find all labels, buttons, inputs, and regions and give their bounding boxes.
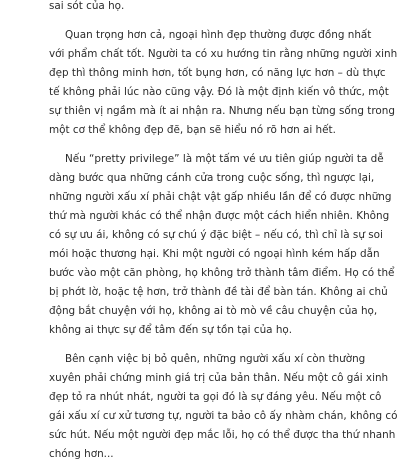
paragraph [49, 350, 398, 464]
text-line: Bên cạnh việc bị bỏ quên, những người xấu xí còn thường [65, 353, 366, 365]
paragraph-continuation [49, 0, 347, 16]
paragraph-gap [49, 340, 347, 350]
text-line: có sự ưu ái, không có sự chú ý đặc biệt – nếu có, thì chỉ là sự soi [49, 229, 383, 241]
text-line: tế không phải lúc nào cũng vậy. Đó là một định kiến vô thức, một [49, 86, 389, 98]
paragraph [49, 26, 398, 140]
text-line: Nếu “pretty privilege” là một tấm vé ưu tiên giúp người ta dễ [65, 153, 384, 165]
text-line: dàng bước qua những cánh cửa trong cuộc sống, thì ngược lại, [49, 172, 375, 184]
paragraph-gap [49, 140, 347, 150]
text-line: mói hoặc thương hại. Khi một người có ngoại hình kém hấp dẫn [49, 248, 380, 260]
text-line: đẹp tỏ ra nhút nhát, người ta gọi đó là sự đáng yêu. Nếu một cô [49, 391, 382, 403]
text-line: thứ mà người khác có thể nhận được một cách hiển nhiên. Không [49, 210, 390, 222]
text-line: sai sót của họ. [49, 0, 125, 12]
text-line: chóng hơn... [49, 448, 114, 460]
text-line: gái xấu xí cư xử tương tự, người ta bảo cô ấy nhàm chán, không có [49, 410, 398, 422]
text-line: sức hút. Nếu một người đẹp mắc lỗi, họ có thể được tha thứ nhanh [49, 429, 396, 441]
text-column [49, 0, 398, 464]
paragraph-gap [49, 16, 347, 26]
text-line: sự thiên vị ngầm mà ít ai nhận ra. Nhưng nếu bạn từng sống trong [49, 105, 395, 117]
text-line: những người xấu xí phải chật vật gấp nhiều lần để có được những [49, 191, 392, 203]
text-line: với phẩm chất tốt. Người ta có xu hướng tin rằng những người xinh [49, 48, 398, 60]
text-line: một cơ thể không đẹp đẽ, bạn sẽ hiểu nó rõ hơn ai hết. [49, 124, 336, 136]
text-line: xuyên phải chứng minh giá trị của bản thân. Nếu một cô gái xinh [49, 372, 389, 384]
text-line: đẹp thì thông minh hơn, tốt bụng hơn, có năng lực hơn – dù thực [49, 67, 386, 79]
text-line: bước vào một căn phòng, họ không trở thành tâm điểm. Họ có thể [49, 267, 395, 279]
text-line: động bắt chuyện với họ, không ai tò mò về câu chuyện của họ, [49, 305, 378, 317]
text-line: Quan trọng hơn cả, ngoại hình đẹp thường được đồng nhất [65, 29, 372, 41]
text-line: bị phớt lờ, hoặc tệ hơn, trở thành đề tài để bàn tán. Không ai chủ [49, 286, 388, 298]
text-line: không ai thực sự để tâm đến sự tồn tại của họ. [49, 324, 293, 336]
paragraph [49, 150, 395, 340]
